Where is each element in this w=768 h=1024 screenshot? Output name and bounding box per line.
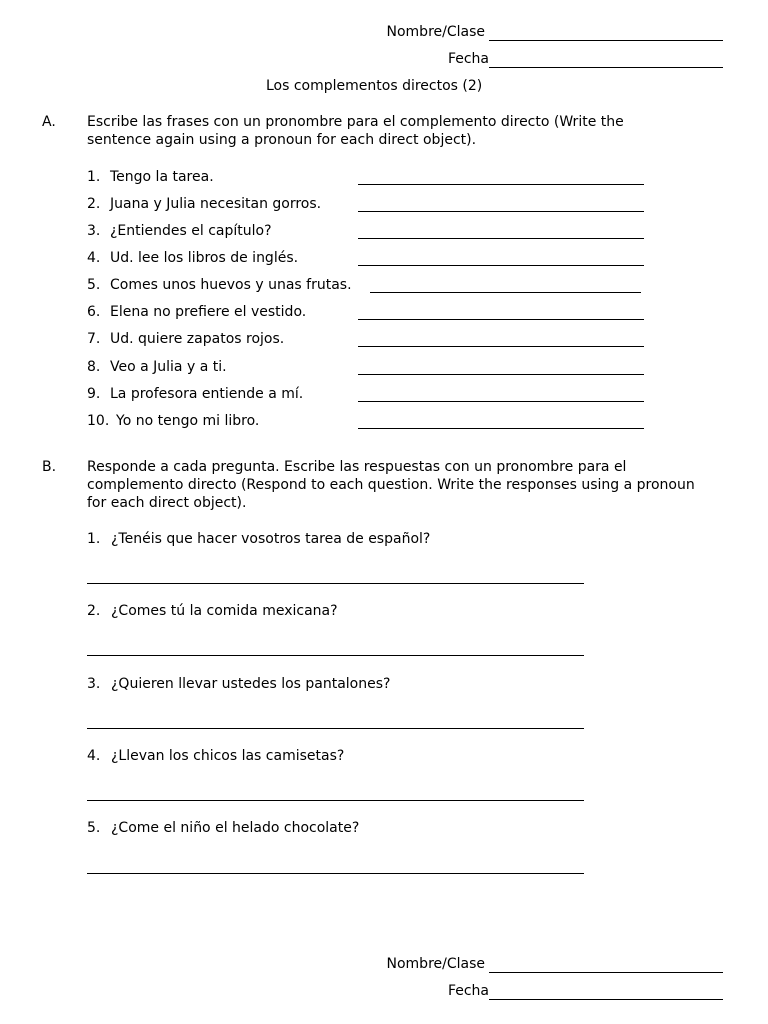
list-item xyxy=(87,747,344,765)
answer-line[interactable] xyxy=(87,800,584,801)
item-question: ¿Quieren llevar ustedes los pantalones? xyxy=(111,676,391,692)
section-b-letter: B. xyxy=(42,459,57,475)
item-sentence: Tengo la tarea. xyxy=(110,169,214,185)
item-question: ¿Comes tú la comida mexicana? xyxy=(111,603,338,619)
list-item xyxy=(87,412,259,430)
item-sentence: Comes unos huevos y unas frutas. xyxy=(110,277,352,293)
date-field-bottom[interactable] xyxy=(489,999,723,1000)
item-number: 6. xyxy=(87,304,101,320)
list-item xyxy=(87,602,338,620)
item-number: 10. xyxy=(87,413,110,429)
item-number: 4. xyxy=(87,250,101,266)
item-sentence: Juana y Julia necesitan gorros. xyxy=(110,196,322,212)
item-sentence: Yo no tengo mi libro. xyxy=(116,413,260,429)
name-class-field[interactable] xyxy=(489,40,723,41)
name-class-field-bottom[interactable] xyxy=(489,972,723,973)
answer-line[interactable] xyxy=(358,374,644,375)
answer-line[interactable] xyxy=(358,428,644,429)
item-number: 1. xyxy=(87,169,101,185)
item-question: ¿Llevan los chicos las camisetas? xyxy=(111,748,345,764)
date-label-bottom: Fecha xyxy=(447,983,489,999)
list-item xyxy=(87,222,272,240)
item-number: 7. xyxy=(87,331,101,347)
item-number: 5. xyxy=(87,277,101,293)
list-item xyxy=(87,358,227,376)
item-sentence: Veo a Julia y a ti. xyxy=(110,359,227,375)
item-number: 5. xyxy=(87,820,101,836)
item-sentence: ¿Entiendes el capítulo? xyxy=(110,223,272,239)
answer-line[interactable] xyxy=(87,583,584,584)
item-sentence: Ud. quiere zapatos rojos. xyxy=(110,331,285,347)
list-item xyxy=(87,195,321,213)
list-item xyxy=(87,303,306,321)
item-question: ¿Come el niño el helado chocolate? xyxy=(111,820,360,836)
list-item xyxy=(87,675,390,693)
page-title: Los complementos directos (2) xyxy=(266,78,483,94)
list-item xyxy=(87,276,352,294)
item-number: 3. xyxy=(87,676,101,692)
item-number: 2. xyxy=(87,196,101,212)
answer-line[interactable] xyxy=(358,319,644,320)
answer-line[interactable] xyxy=(358,401,644,402)
section-b-instructions: Responde a cada pregunta. Escribe las respuestas con un pronombre para el complemento directo (Respond to each question. Write the responses using a pronoun for each direct object). xyxy=(87,459,695,511)
answer-line[interactable] xyxy=(87,873,584,874)
section-a-letter: A. xyxy=(42,114,56,130)
name-class-label-bottom: Nombre/Clase xyxy=(386,956,485,972)
date-field[interactable] xyxy=(489,67,723,68)
answer-line[interactable] xyxy=(87,728,584,729)
list-item xyxy=(87,249,298,267)
answer-line[interactable] xyxy=(358,238,644,239)
answer-line[interactable] xyxy=(358,211,644,212)
answer-line[interactable] xyxy=(87,655,584,656)
item-question: ¿Tenéis que hacer vosotros tarea de español? xyxy=(111,531,431,547)
list-item xyxy=(87,819,359,837)
answer-line[interactable] xyxy=(370,292,641,293)
section-a-instructions: Escribe las frases con un pronombre para el complemento directo (Write the sentence again using a pronoun for each direct object). xyxy=(87,114,624,148)
item-sentence: La profesora entiende a mí. xyxy=(110,386,304,402)
item-number: 8. xyxy=(87,359,101,375)
list-item xyxy=(87,385,303,403)
list-item xyxy=(87,530,430,548)
item-number: 1. xyxy=(87,531,101,547)
list-item xyxy=(87,330,284,348)
item-number: 2. xyxy=(87,603,101,619)
item-number: 3. xyxy=(87,223,101,239)
name-class-label: Nombre/Clase xyxy=(386,24,485,40)
answer-line[interactable] xyxy=(358,265,644,266)
date-label: Fecha xyxy=(447,51,489,67)
item-number: 4. xyxy=(87,748,101,764)
item-sentence: Ud. lee los libros de inglés. xyxy=(110,250,299,266)
item-sentence: Elena no prefiere el vestido. xyxy=(110,304,307,320)
answer-line[interactable] xyxy=(358,346,644,347)
answer-line[interactable] xyxy=(358,184,644,185)
item-number: 9. xyxy=(87,386,101,402)
list-item xyxy=(87,168,214,186)
